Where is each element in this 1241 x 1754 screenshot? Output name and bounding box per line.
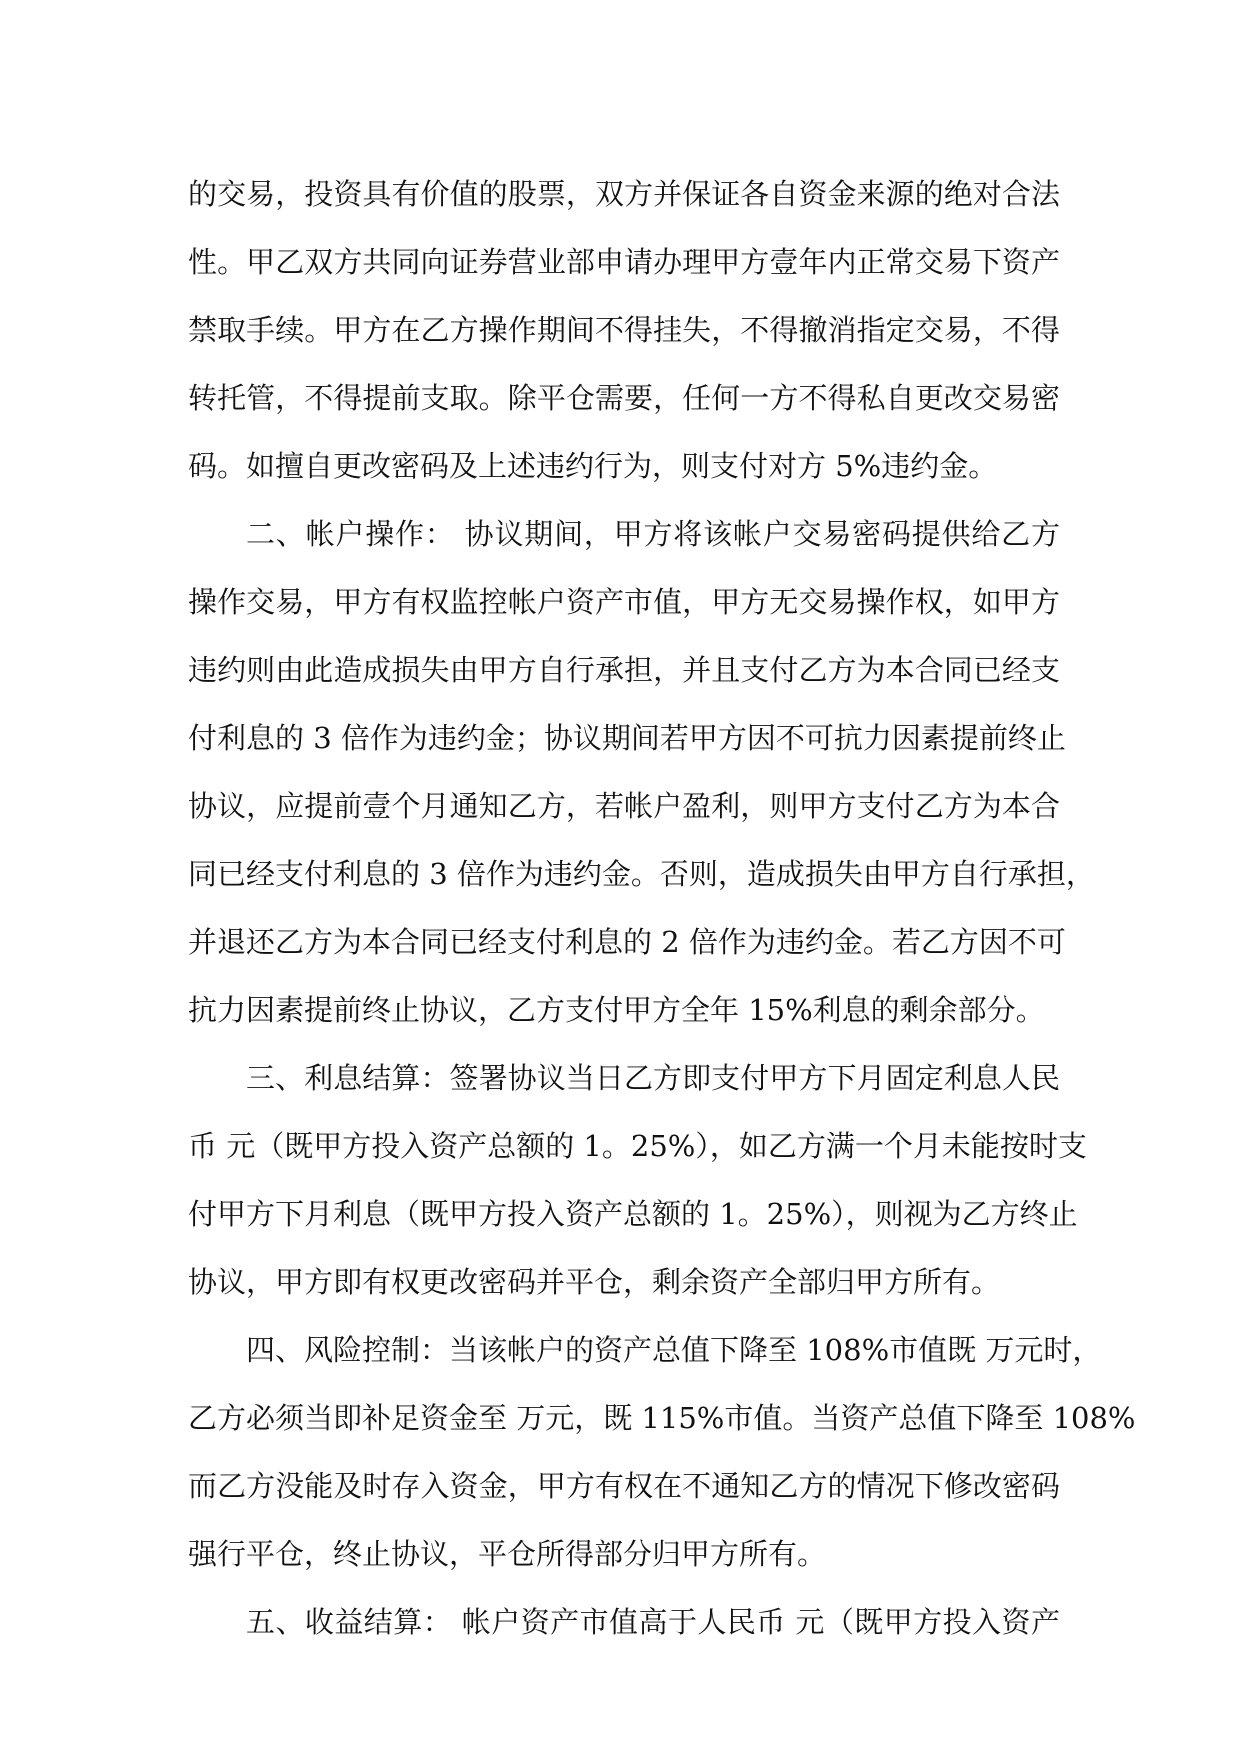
paragraph-interest-settlement <box>188 1044 1087 1316</box>
paragraph-earnings-settlement <box>188 1588 1060 1656</box>
text-line: 四、风险控制：当该帐户的资产总值下降至 108%市值既 万元时， <box>246 1333 1102 1367</box>
document-body <box>188 160 1136 1656</box>
text-line: 转托管，不得提前支取。除平仓需要，任何一方不得私自更改交易密 <box>188 381 1060 415</box>
text-line: 同已经支付利息的 3 倍作为违约金。否则，造成损失由甲方自行承担， <box>188 857 1095 891</box>
text-line: 违约则由此造成损失由甲方自行承担，并且支付乙方为本合同已经支 <box>188 653 1060 687</box>
text-line: 抗力因素提前终止协议，乙方支付甲方全年 15%利息的剩余部分。 <box>188 993 1045 1027</box>
text-line: 币 元（既甲方投入资产总额的 1。25%），如乙方满一个月未能按时支 <box>188 1129 1087 1163</box>
text-line: 三、利息结算：签署协议当日乙方即支付甲方下月固定利息人民 <box>246 1061 1060 1095</box>
text-line: 的交易，投资具有价值的股票，双方并保证各自资金来源的绝对合法 <box>188 177 1060 211</box>
text-line: 协议，甲方即有权更改密码并平仓，剩余资产全部归甲方所有。 <box>188 1265 1001 1299</box>
text-line: 码。如擅自更改密码及上述违约行为，则支付对方 5%违约金。 <box>188 449 998 483</box>
text-line: 性。甲乙双方共同向证券营业部申请办理甲方壹年内正常交易下资产 <box>188 245 1060 279</box>
text-line: 二、帐户操作： 协议期间，甲方将该帐户交易密码提供给乙方 <box>246 517 1060 551</box>
text-line: 付利息的 3 倍作为违约金；协议期间若甲方因不可抗力因素提前终止 <box>188 721 1066 755</box>
text-line: 乙方必须当即补足资金至 万元，既 115%市值。当资产总值下降至 108% <box>188 1401 1136 1435</box>
paragraph-risk-control <box>188 1316 1136 1588</box>
paragraph-account-operation <box>188 500 1095 1044</box>
text-line: 操作交易，甲方有权监控帐户资产市值，甲方无交易操作权，如甲方 <box>188 585 1060 619</box>
text-line: 五、收益结算： 帐户资产市值高于人民币 元（既甲方投入资产 <box>246 1605 1060 1639</box>
text-line: 禁取手续。甲方在乙方操作期间不得挂失，不得撤消指定交易，不得 <box>188 313 1060 347</box>
text-line: 而乙方没能及时存入资金，甲方有权在不通知乙方的情况下修改密码 <box>188 1469 1060 1503</box>
text-line: 强行平仓，终止协议，平仓所得部分归甲方所有。 <box>188 1537 827 1571</box>
text-line: 付甲方下月利息（既甲方投入资产总额的 1。25%），则视为乙方终止 <box>188 1197 1078 1231</box>
text-line: 并退还乙方为本合同已经支付利息的 2 倍作为违约金。若乙方因不可 <box>188 925 1066 959</box>
paragraph-1 <box>188 160 1060 500</box>
text-line: 协议，应提前壹个月通知乙方，若帐户盈利，则甲方支付乙方为本合 <box>188 789 1060 823</box>
